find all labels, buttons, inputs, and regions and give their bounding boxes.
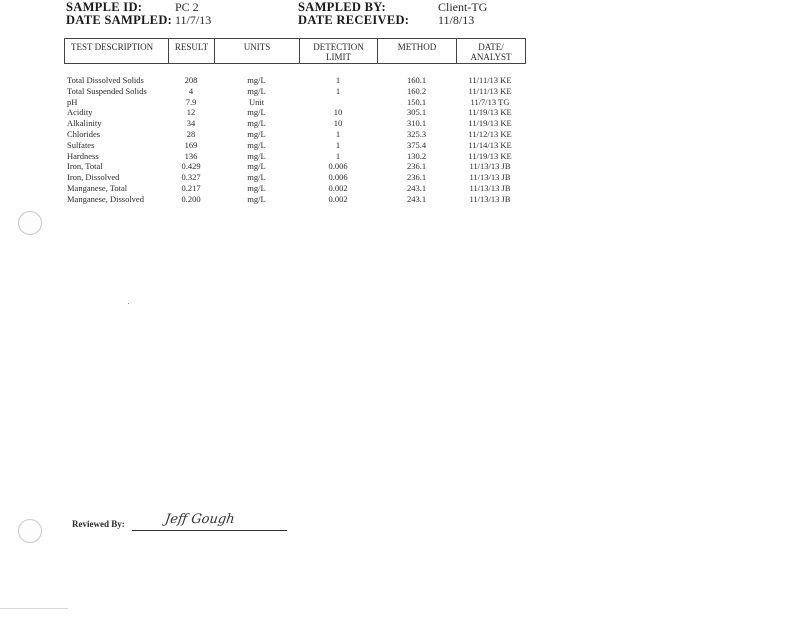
- detection-limit-value: 1: [335, 150, 341, 161]
- table-row: [64, 86, 524, 97]
- detection-limit-value: 1: [335, 85, 341, 96]
- result-value: 12: [186, 107, 196, 118]
- units-value: mg/L: [247, 118, 266, 129]
- reviewer-signature: Jeff Gough: [163, 512, 236, 527]
- table-row: [64, 140, 524, 151]
- col-detection-line2: LIMIT: [326, 52, 351, 62]
- scan-speck: [128, 303, 129, 304]
- sample-id-label: SAMPLE ID:: [66, 0, 143, 14]
- punch-hole-bottom: [18, 519, 42, 543]
- results-table-body: [64, 75, 524, 205]
- test-description: Manganese, Dissolved: [67, 193, 144, 204]
- method-value: 243.1: [406, 182, 427, 193]
- sampled-by-value: Client-TG: [438, 0, 488, 14]
- table-row: [64, 129, 524, 140]
- method-value: 160.1: [406, 75, 427, 85]
- result-value: 7.9: [185, 96, 197, 107]
- results-table-header: [64, 38, 526, 64]
- col-units: UNITS: [215, 39, 300, 63]
- result-value: 136: [184, 150, 198, 161]
- date-analyst-value: 11/12/13 KE: [468, 128, 512, 139]
- col-result: RESULT: [169, 39, 215, 63]
- detection-limit-value: 0.006: [328, 161, 348, 172]
- test-description: Acidity: [67, 107, 93, 118]
- detection-limit-value: 10: [333, 118, 343, 129]
- date-analyst-value: 11/7/13 TG: [470, 96, 510, 107]
- test-description: Iron, Total: [67, 161, 103, 172]
- test-description: Hardness: [67, 150, 99, 161]
- sample-id-value: PC 2: [175, 0, 199, 14]
- detection-limit-value: 0.002: [328, 182, 348, 193]
- detection-limit-value: 1: [335, 75, 341, 85]
- test-description: Manganese, Total: [67, 182, 128, 193]
- result-value: 0.200: [181, 193, 201, 204]
- table-row: [64, 183, 524, 194]
- method-value: 310.1: [406, 118, 427, 129]
- units-value: mg/L: [247, 150, 266, 161]
- units-value: mg/L: [247, 75, 266, 85]
- units-value: mg/L: [247, 85, 266, 96]
- method-value: 130.2: [406, 150, 427, 161]
- punch-hole-top: [18, 211, 42, 235]
- table-row: [64, 107, 524, 118]
- units-value: mg/L: [247, 139, 266, 150]
- test-description: Chlorides: [67, 128, 101, 139]
- sampled-by-label: SAMPLED BY:: [298, 0, 386, 14]
- method-value: 375.4: [406, 139, 427, 150]
- method-value: 236.1: [406, 161, 427, 172]
- test-description: Iron, Dissolved: [67, 172, 120, 183]
- date-analyst-value: 11/13/13 JB: [469, 193, 511, 204]
- detection-limit-value: 10: [333, 107, 343, 118]
- result-value: 4: [188, 85, 194, 96]
- col-test-description: TEST DESCRIPTION: [65, 39, 169, 63]
- table-row: [64, 151, 524, 162]
- date-analyst-value: 11/13/13 JB: [469, 172, 511, 183]
- table-row: [64, 194, 524, 205]
- result-value: 0.217: [181, 182, 201, 193]
- col-detection-limit: [300, 39, 378, 63]
- method-value: 305.1: [406, 107, 427, 118]
- col-date-analyst: [457, 39, 525, 63]
- date-analyst-value: 11/11/13 KE: [468, 85, 512, 96]
- date-analyst-value: 11/11/13 KE: [468, 75, 512, 85]
- date-sampled-value: 11/7/13: [175, 13, 212, 27]
- detection-limit-value: 1: [335, 139, 341, 150]
- detection-limit-value: 0.006: [328, 172, 348, 183]
- detection-limit-value: [299, 97, 377, 108]
- date-received-label: DATE RECEIVED:: [298, 13, 410, 27]
- units-value: mg/L: [247, 128, 266, 139]
- table-row: [64, 118, 524, 129]
- col-date-line1: DATE/: [478, 42, 504, 52]
- test-description: Total Dissolved Solids: [67, 75, 144, 85]
- result-value: 208: [184, 75, 198, 85]
- method-value: 160.2: [406, 85, 427, 96]
- date-analyst-value: 11/19/13 KE: [468, 118, 512, 129]
- test-description: Total Suspended Solids: [67, 85, 147, 96]
- units-value: mg/L: [247, 182, 266, 193]
- method-value: 236.1: [406, 172, 427, 183]
- units-value: mg/L: [247, 193, 266, 204]
- col-date-line2: ANALYST: [470, 52, 512, 62]
- date-analyst-value: 11/19/13 KE: [468, 107, 512, 118]
- date-analyst-value: 11/13/13 JB: [469, 182, 511, 193]
- units-value: mg/L: [247, 161, 266, 172]
- col-method: METHOD: [378, 39, 457, 63]
- result-value: 34: [186, 118, 196, 129]
- detection-limit-value: 0.002: [328, 193, 348, 204]
- date-analyst-value: 11/19/13 KE: [468, 150, 512, 161]
- result-value: 28: [186, 128, 196, 139]
- units-value: Unit: [248, 96, 265, 107]
- signature-line: [132, 530, 287, 531]
- result-value: 169: [184, 139, 198, 150]
- test-description: pH: [67, 96, 78, 107]
- date-analyst-value: 11/14/13 KE: [468, 139, 512, 150]
- date-sampled-label: DATE SAMPLED:: [66, 13, 173, 27]
- test-description: Alkalinity: [67, 118, 102, 129]
- result-value: 0.327: [181, 172, 201, 183]
- units-value: mg/L: [247, 172, 266, 183]
- page-edge-line: [0, 608, 68, 609]
- table-row: [64, 75, 524, 86]
- date-analyst-value: 11/13/13 JB: [469, 161, 511, 172]
- table-row: [64, 172, 524, 183]
- method-value: 325.3: [406, 128, 427, 139]
- date-received-value: 11/8/13: [438, 13, 475, 27]
- table-row: [64, 97, 524, 108]
- detection-limit-value: 1: [335, 128, 341, 139]
- method-value: 243.1: [406, 193, 427, 204]
- col-detection-line1: DETECTION: [313, 42, 364, 52]
- result-value: 0.429: [181, 161, 201, 172]
- table-row: [64, 161, 524, 172]
- test-description: Sulfates: [67, 139, 95, 150]
- units-value: mg/L: [247, 107, 266, 118]
- reviewed-by-label: Reviewed By:: [72, 519, 125, 529]
- method-value: 150.1: [406, 96, 427, 107]
